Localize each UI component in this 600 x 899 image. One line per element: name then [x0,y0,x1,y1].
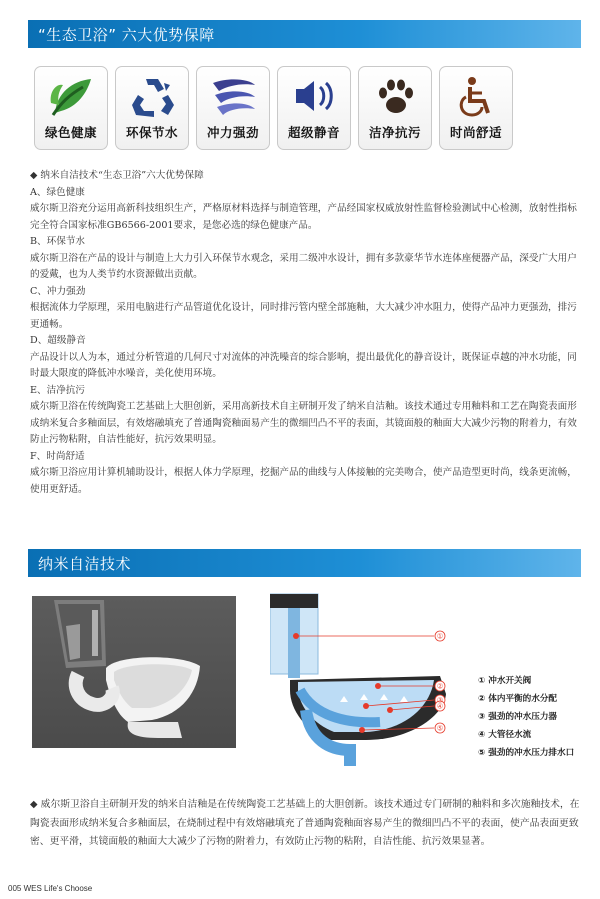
feature-label: 时尚舒适 [449,125,502,140]
callout-1: ① [436,632,444,641]
section-banner-advantages [28,20,581,48]
section-heading: ◆ 纳米自洁技术“生态卫浴”六大优势保障 [30,170,204,181]
feature-card-fashion-comfort [439,66,513,150]
advantages-text [30,168,582,498]
feature-label: 洁净抗污 [368,125,421,140]
item-title: D、超级静音 [30,335,86,346]
toilet-cutaway-photo [32,596,236,748]
item-title: B、环保节水 [30,236,86,247]
item-body: 威尔斯卫浴在传统陶瓷工艺基础上大胆创新，采用高新技术自主研制开发了纳米自洁釉。该技术通过专用釉料和工艺在陶瓷表面形成纳米复合多釉面层，有效熔融填充了普通陶瓷釉面易产生的微细凹凸不平的表面，其镜面般的釉面大大减少污物的附着力，有效防止污物粘附，自洁性能好，抗污效果明显。 [30,401,577,445]
legend-item: ⑤ 强劲的冲水压力排水口 [478,748,575,758]
section-banner-nano [28,549,581,577]
feature-label: 超级静音 [287,125,340,140]
callout-4: ④ [436,702,444,711]
speaker-icon [290,73,340,119]
water-swirl-icon [209,73,259,119]
diagram-legend [478,672,588,762]
feature-card-super-quiet [277,66,351,150]
paw-icon [371,73,421,119]
feature-icon-row [34,66,514,150]
flush-cross-section-diagram [270,590,480,770]
item-body: 产品设计以人为本，通过分析管道的几何尺寸对流体的冲洗噪音的综合影响，提出最优化的静音设计，既保证卓越的冲水功能，同时最大限度的降低冲水噪音，美化使用环境。 [30,351,577,379]
leaf-icon [47,73,97,119]
nano-body: ◆ 威尔斯卫浴自主研制开发的纳米自洁釉是在传统陶瓷工艺基础上的大胆创新。该技术通过专门研制的釉料和多次施釉技术，在陶瓷表面形成纳米复合多釉面层，在烧制过程中有效熔融填充了普通陶瓷釉面容易产生的微细凹凸不平的表面，使产品表面更致密、更平滑，其镜面般的釉面大大减少了污物的附着力，有效防止污物的粘附，自洁性能、抗污效果显著。 [30,799,580,847]
feature-card-clean-antifouling [358,66,432,150]
item-title: A、绿色健康 [30,186,85,198]
legend-item: ④ 大管径水流 [478,730,532,740]
item-title: F、时尚舒适 [30,450,85,462]
feature-card-eco-water [115,66,189,150]
banner-title: “生态卫浴” 六大优势保障 [38,26,215,44]
item-title: E、洁净抗污 [30,384,85,396]
legend-item: ③ 强劲的冲水压力器 [478,712,558,722]
feature-label: 冲力强劲 [206,125,259,140]
item-body: 根据流体力学原理，采用电脑进行产品管道优化设计，同时排污管内壁全部施釉，大大减少冲水阻力，使得产品冲力更强劲，排污更通畅。 [30,302,577,330]
item-body: 威尔斯卫浴应用计算机辅助设计，根据人体力学原理，挖掘产品的曲线与人体接触的完美吻合，使产品造型更时尚，线条更流畅，使用更舒适。 [30,467,577,495]
item-body: 威尔斯卫浴充分运用高新科技组织生产，严格原材料选择与制造管理，产品经国家权威放射性监督检验测试中心检测，放射性指标完全符合国家标准GB6566-2001要求，是您必选的绿色健康产品。 [30,203,577,231]
callout-5: ⑤ [436,724,444,733]
wheelchair-icon [452,73,502,119]
legend-item: ① 冲水开关阀 [478,676,532,686]
feature-card-strong-flush [196,66,270,150]
item-title: C、冲力强劲 [30,285,86,297]
callout-3: ③ [436,696,444,705]
nano-description [30,796,582,852]
feature-card-green-health [34,66,108,150]
recycle-icon [128,73,178,119]
feature-label: 绿色健康 [44,125,97,140]
callout-2: ② [436,682,444,691]
item-body: 威尔斯卫浴在产品的设计与制造上大力引入环保节水观念，采用二级冲水设计，拥有多款豪华节水连体座便器产品，深受广大用户的爱戴，也为人类节约水资源做出贡献。 [30,252,577,280]
banner-title: 纳米自洁技术 [38,555,132,573]
feature-label: 环保节水 [125,125,178,140]
legend-item: ② 体内平衡的水分配 [478,694,558,704]
page-footer: 005 WES Life's Choose [8,884,93,893]
